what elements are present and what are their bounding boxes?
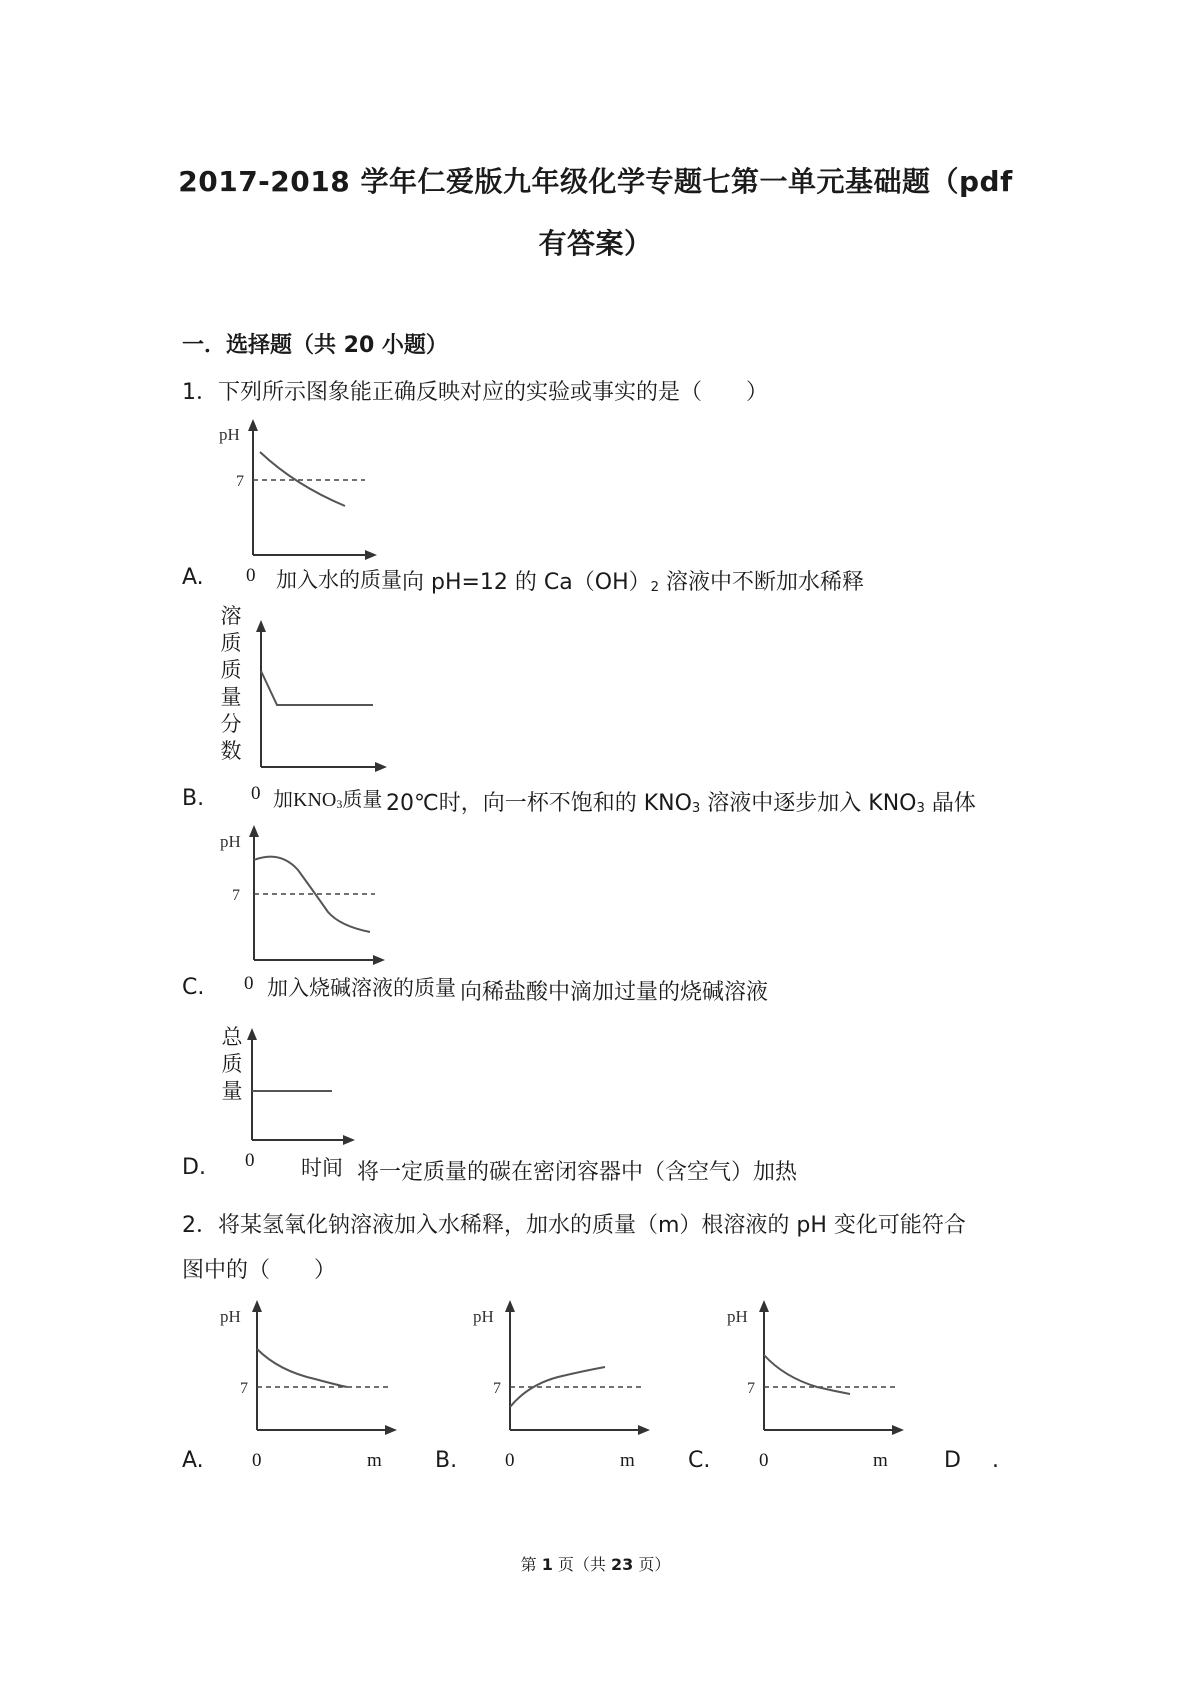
q2b-x-arrow <box>638 1425 650 1435</box>
doc-title-line1: 2017-2018 学年仁爱版九年级化学专题七第一单元基础题（pdf <box>178 165 1013 198</box>
q1d-origin: 0 <box>245 1150 255 1171</box>
q2b-letter: B. <box>435 1448 458 1473</box>
q2-stem-line2: 图中的（ ） <box>182 1258 337 1283</box>
q1-graph-b <box>245 615 395 775</box>
q2b-ylabel: pH <box>473 1307 494 1326</box>
q2-graph-b <box>468 1295 658 1440</box>
q1d-letter: D. <box>182 1155 206 1180</box>
q2a-curve <box>257 1349 347 1387</box>
q2-graph-a <box>215 1295 405 1440</box>
q2a-mark7: 7 <box>240 1380 248 1397</box>
q1-stem: 1．下列所示图象能正确反映对应的实验或事实的是（ ） <box>182 380 768 405</box>
q1a-x-arrow <box>365 550 377 560</box>
q1-graph-a <box>205 415 385 565</box>
q1d-xlabel: 时间 <box>301 1156 343 1180</box>
q1a-letter: A. <box>182 565 204 590</box>
q2a-origin: 0 <box>252 1450 262 1471</box>
q2b-y-arrow <box>505 1300 515 1312</box>
doc-title-line2: 有答案） <box>538 227 653 260</box>
q1d-ylabel: 总质量 <box>221 1025 243 1103</box>
q2c-x-arrow <box>892 1425 904 1435</box>
q2-stem-line1: 2．将某氢氧化钠溶液加入水稀释，加水的质量（m）根溶液的 pH 变化可能符合 <box>182 1213 966 1238</box>
q1a-text: 向 pH=12 的 $Ca(OH)_2$ 溶液中不断加水稀释 <box>402 570 865 595</box>
q1a-origin: 0 <box>246 565 256 586</box>
q1b-text: 20℃时，向一杯不饱和的 $KNO_3$ 溶液中逐步加入 $KNO_3$ 晶体 <box>386 791 976 816</box>
q2a-letter: A. <box>182 1448 204 1473</box>
q2b-mark7: 7 <box>493 1380 501 1397</box>
q2-graph-c <box>722 1295 912 1440</box>
q2b-xlabel: m <box>620 1450 635 1471</box>
q1a-xlabel: 加入水的质量 <box>276 568 402 592</box>
q1c-xlabel: 加入烧碱溶液的质量 <box>267 976 456 1000</box>
q2b-origin: 0 <box>505 1450 515 1471</box>
q1a-curve <box>260 452 345 506</box>
q2c-mark7: 7 <box>747 1380 755 1397</box>
q1c-ylabel: pH <box>220 832 241 851</box>
q1c-y-arrow <box>249 825 259 837</box>
q2c-ylabel: pH <box>727 1307 748 1326</box>
q1c-text: 向稀盐酸中滴加过量的烧碱溶液 <box>460 980 769 1005</box>
q1c-mark7: 7 <box>232 887 240 904</box>
q1a-y-arrow <box>248 419 258 431</box>
section-heading: 一．选择题（共 20 小题） <box>182 333 448 358</box>
q2a-x-arrow <box>385 1425 397 1435</box>
footer-total-pages: 23 <box>611 1555 634 1574</box>
q1b-xlabel: 加$KNO_3$质量 <box>273 789 383 811</box>
footer-page-number: 1 <box>541 1555 553 1574</box>
q1d-y-arrow <box>247 1028 257 1040</box>
q2a-ylabel: pH <box>220 1307 241 1326</box>
q1c-letter: C. <box>182 975 205 1000</box>
q1b-origin: 0 <box>251 783 261 804</box>
q1a-ylabel: pH <box>219 425 240 444</box>
q1c-origin: 0 <box>244 973 254 994</box>
q1c-x-arrow <box>373 955 385 965</box>
q1d-x-arrow <box>343 1135 355 1145</box>
q1b-y-arrow <box>256 620 266 632</box>
q1a-mark7: 7 <box>236 473 244 490</box>
q2c-y-arrow <box>759 1300 769 1312</box>
q2d-letter: D <box>944 1448 961 1473</box>
q1b-curve <box>261 671 373 705</box>
q2c-letter: C. <box>688 1448 711 1473</box>
q2a-xlabel: m <box>367 1450 382 1471</box>
q2d-dot: . <box>992 1448 999 1473</box>
q1b-letter: B. <box>182 786 205 811</box>
q2c-origin: 0 <box>759 1450 769 1471</box>
q1b-x-arrow <box>375 762 387 772</box>
q1-graph-c <box>210 820 395 970</box>
q1-graph-d <box>240 1025 370 1150</box>
q2c-curve <box>764 1355 850 1394</box>
page-footer: 第 1 页（共 23 页） <box>520 1555 671 1574</box>
q1b-ylabel: 溶质质量分数 <box>220 604 242 763</box>
q2c-xlabel: m <box>873 1450 888 1471</box>
q2a-y-arrow <box>252 1300 262 1312</box>
q1d-text: 将一定质量的碳在密闭容器中（含空气）加热 <box>357 1160 798 1185</box>
